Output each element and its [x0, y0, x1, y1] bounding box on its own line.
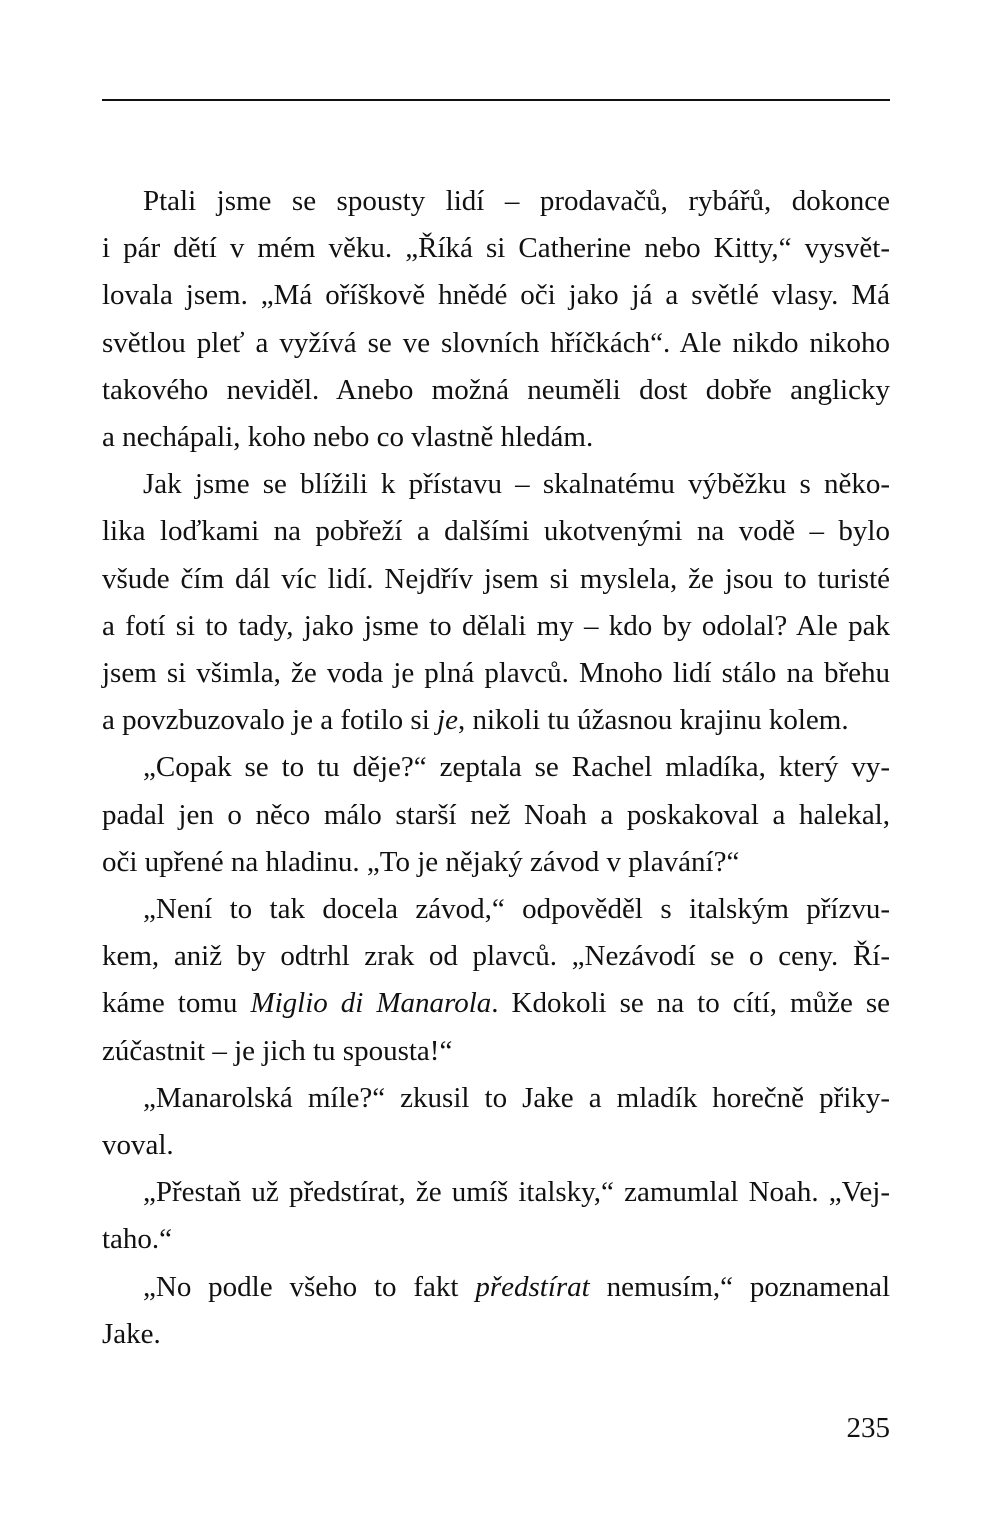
text-line: a fotí si to tady, jako jsme to dělali my – kdo by odolal? Ale pak: [102, 609, 890, 642]
text-line: „Copak se to tu děje?“ zeptala se Rachel mladíka, který vy-: [143, 751, 890, 784]
text-line: světlou pleť a vyžívá se ve slovních hříčkách“. Ale nikdo nikoho: [102, 326, 890, 359]
text-line: i pár dětí v mém věku. „Říká si Catherine nebo Kitty,“ vysvět-: [102, 232, 890, 265]
text-line: všude čím dál víc lidí. Nejdřív jsem si myslela, že jsou to turisté: [102, 562, 890, 595]
text-line: oči upřené na hladinu. „To je nějaký závod v plavání?“: [102, 845, 740, 878]
paragraph-7: [102, 1264, 890, 1358]
text-line: lika loďkami na pobřeží a dalšími ukotvenými na vodě – bylo: [102, 515, 890, 548]
page-number: 235: [846, 1412, 890, 1444]
body-text: [102, 178, 890, 1358]
text-line: jsem si všimla, že voda je plná plavců. Mnoho lidí stálo na břehu: [102, 657, 890, 690]
text-line: [102, 1264, 890, 1311]
text-line: [102, 980, 890, 1027]
text-line: Ptali jsme se spousty lidí – prodavačů, rybářů, dokonce: [143, 185, 890, 217]
paragraph-1: [102, 178, 890, 461]
text-line: padal jen o něco málo starší než Noah a poskakoval a halekal,: [102, 798, 890, 831]
text-line: Jake.: [102, 1317, 161, 1350]
text-line: zúčastnit – je jich tu spousta!“: [102, 1034, 453, 1067]
paragraph-5: [102, 1075, 890, 1169]
text-line: a nechápali, koho nebo co vlastně hledám.: [102, 421, 594, 454]
text-line: „Není to tak docela závod,“ odpověděl s italským přízvu-: [143, 893, 890, 926]
text-run: káme tomu: [102, 987, 251, 1020]
text-run: nemusím,“ poznamenal: [589, 1270, 890, 1303]
text-line: „Manarolská míle?“ zkusil to Jake a mladík horečně přiky-: [143, 1081, 890, 1114]
text-run: „No podle všeho to fakt: [143, 1270, 476, 1303]
header-rule: [102, 99, 890, 101]
italic-text: je: [437, 704, 458, 737]
paragraph-2: [102, 461, 890, 744]
text-line: Jak jsme se blížili k přístavu – skalnatému výběžku s něko-: [143, 468, 890, 501]
italic-text: předstírat: [475, 1270, 590, 1303]
text-line: „Přestaň už předstírat, že umíš italsky,“ zamumlal Noah. „Vej-: [143, 1176, 890, 1209]
italic-text: Miglio di Manarola: [250, 987, 492, 1020]
text-run: a povzbuzovalo je a fotilo si: [102, 704, 438, 737]
text-line: lovala jsem. „Má oříškově hnědé oči jako já a světlé vlasy. Má: [102, 279, 890, 312]
paragraph-6: [102, 1169, 890, 1263]
paragraph-3: [102, 744, 890, 886]
paragraph-4: [102, 886, 890, 1075]
text-line: [102, 697, 890, 744]
text-line: taho.“: [102, 1223, 173, 1256]
text-run: , nikoli tu úžasnou krajinu kolem.: [457, 704, 849, 737]
text-line: takového neviděl. Anebo možná neuměli dost dobře anglicky: [102, 373, 890, 406]
text-line: kem, aniž by odtrhl zrak od plavců. „Nezávodí se o ceny. Ří-: [102, 940, 890, 973]
text-run: . Kdokoli se na to cítí, může se: [491, 987, 890, 1020]
text-line: voval.: [102, 1129, 174, 1162]
